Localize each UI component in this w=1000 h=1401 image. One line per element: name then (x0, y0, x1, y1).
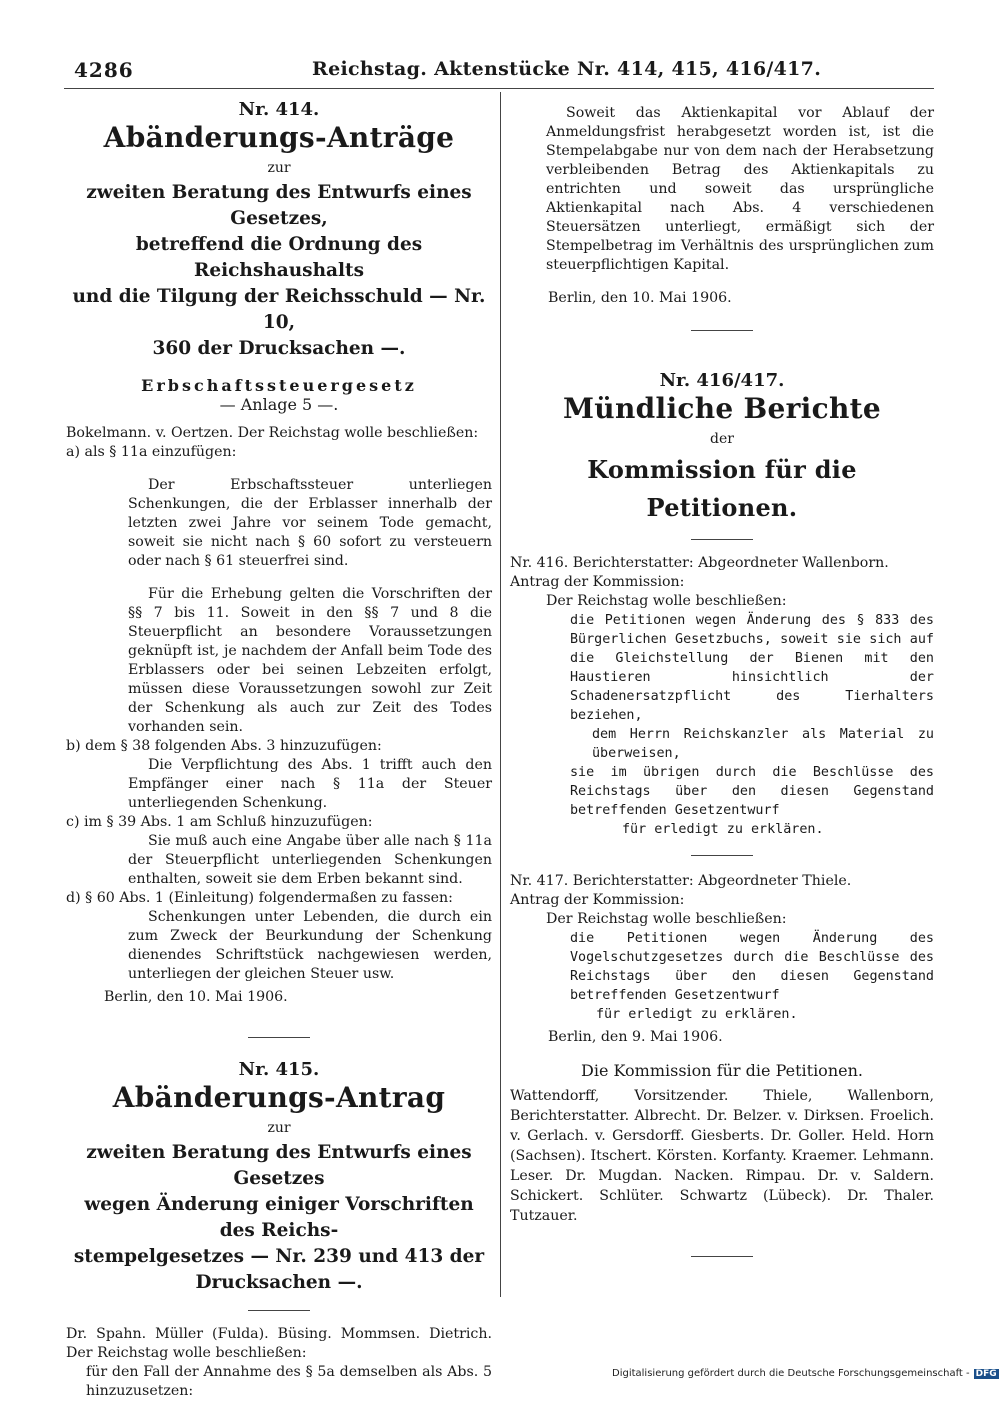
running-title: Reichstag. Aktenstücke Nr. 414, 415, 416/417. (312, 58, 822, 80)
nr416-antrag: Antrag der Kommission: (510, 574, 685, 591)
right-column (510, 92, 934, 1287)
nr415-continuation: Soweit das Aktienkapital vor Ablauf der Anmeldungsfrist herabgesetzt worden ist, ist die Stempelabgabe nur von dem nach der Herabsetzung verbleibenden Betrag des Aktienkapitals zu entrichten und soweit das ursprüngliche Aktienkapital nach Abs. 4 verschiedenen Steuersätzen unterliegt, ermäßigt sich der Stempelbetrag im Verhältnis des ursprünglichen zum steuerpflichtigen Kapital. (546, 105, 934, 273)
nr417-text-1: die Petitionen wegen Änderung des Vogelschutzgesetzes durch die Beschlüsse des Reichstags über den diesen Gegenstand betreffenden Gesetzentwurf (570, 931, 934, 1004)
nr416-417-number: Nr. 416/417. (659, 370, 785, 392)
nr416-wolle: Der Reichstag wolle beschließen: (546, 593, 787, 610)
nr415-subtitle-4: Drucksachen —. (195, 1272, 363, 1294)
nr414-item-d-text: Schenkungen unter Lebenden, die durch ein zum Zweck der Beurkundung der Schenkung dienendes Schriftstück nachgewiesen werden, unterliegen der gleichen Steuer usw. (128, 909, 492, 983)
nr414-subtitle-2: betreffend die Ordnung des Reichshaushalts (135, 234, 423, 281)
nr415-zur: zur (267, 1120, 291, 1137)
nr415-title: Abänderungs-Antrag (112, 1081, 446, 1115)
nr417-head: Nr. 417. Berichterstatter: Abgeordneter Thiele. (510, 873, 852, 890)
column-divider (500, 92, 501, 1297)
nr415-subtitle-1: zweiten Beratung des Entwurfs eines Gesetzes (86, 1142, 472, 1190)
nr414-subtitle-3: und die Tilgung der Reichsschuld — Nr. 10, (72, 286, 486, 333)
nr417-antrag: Antrag der Kommission: (510, 892, 685, 909)
nr416-417-der: der (710, 431, 734, 448)
nr416-head: Nr. 416. Berichterstatter: Abgeordneter Wallenborn. (510, 555, 889, 572)
footer-text: Digitalisierung gefördert durch die Deutsche Forschungsgemeinschaft - (612, 1368, 970, 1379)
nr416-417-date: Berlin, den 9. Mai 1906. (548, 1029, 723, 1046)
nr414-item-b: b) dem § 38 folgenden Abs. 3 hinzuzufügen: (66, 738, 382, 755)
left-column (66, 92, 492, 1401)
section-rule (248, 1037, 310, 1038)
nr414-item-a: a) als § 11a einzufügen: (66, 444, 237, 460)
nr417-text-2: für erledigt zu erklären. (596, 1007, 798, 1023)
footer (612, 1368, 999, 1379)
nr414-anlage: — Anlage 5 —. (219, 395, 339, 414)
nr416-text-1: die Petitionen wegen Änderung des § 833 des Bürgerlichen Gesetzbuchs, soweit sie sich auf die Gleichstellung der Bienen mit den Haustieren hinsichtlich der Schadenersatzpflicht des Tierhalters beziehen, (570, 613, 934, 724)
nr414-number: Nr. 414. (238, 99, 320, 120)
nr414-law: Erbschaftssteuergesetz (141, 376, 417, 395)
nr416-text-3: sie im übrigen durch die Beschlüsse des Reichstags über den diesen Gegenstand betreffenden Gesetzentwurf (570, 765, 934, 819)
nr417-wolle: Der Reichstag wolle beschließen: (546, 911, 787, 928)
nr414-item-a-text-2: Für die Erhebung gelten die Vorschriften der §§ 7 bis 11. Soweit in den §§ 7 und 8 die Steuerpflicht an besondere Voraussetzungen geknüpft ist, je nachdem der Anfall beim Tode des Erblassers oder bei seinen Lebzeiten erfolgt, müssen diese Voraussetzungen sowohl zur Zeit der Schenkung als auch zur Zeit des Todes vorhanden sein. (128, 586, 492, 736)
dfg-logo: DFG (975, 1369, 997, 1379)
nr414-subtitle-4: 360 der Drucksachen —. (152, 338, 406, 359)
nr414-zur: zur (267, 160, 291, 176)
nr414-item-c-text: Sie muß auch eine Angabe über alle nach § 11a der Steuerpflicht unterliegenden Schenkungen enthalten, soweit sie dem Erben bekannt sind. (128, 833, 492, 888)
nr415-text: für den Fall der Annahme des § 5a demselben als Abs. 5 hinzuzusetzen: (86, 1364, 492, 1400)
section-rule (691, 539, 753, 540)
section-rule (691, 1256, 753, 1257)
nr415-date: Berlin, den 10. Mai 1906. (548, 290, 732, 307)
nr414-date: Berlin, den 10. Mai 1906. (104, 989, 288, 1006)
nr414-intro: Bokelmann. v. Oertzen. Der Reichstag wolle beschließen: (66, 425, 479, 441)
page-header (74, 58, 822, 86)
nr415-number: Nr. 415. (238, 1059, 320, 1081)
nr414-item-b-text: Die Verpflichtung des Abs. 1 trifft auch den Empfänger einer nach § 11a der Steuer unterliegenden Schenkung. (128, 757, 492, 812)
section-rule (248, 1310, 310, 1311)
nr414-item-a-text-1: Der Erbschaftssteuer unterliegen Schenkungen, die der Erblasser innerhalb der letzten zwei Jahre vor seinem Tode gemacht, soweit sie nicht nach § 60 sofort zu versteuern oder nach § 61 steuerfrei sind. (128, 477, 492, 570)
nr416-text-4: für erledigt zu erklären. (622, 822, 824, 838)
section-rule (691, 855, 753, 856)
page-number: 4286 (74, 58, 134, 82)
nr414-item-c: c) im § 39 Abs. 1 am Schluß hinzuzufügen: (66, 814, 373, 831)
commission-name: Die Kommission für die Petitionen. (581, 1061, 863, 1081)
commission-members: Wattendorff, Vorsitzender. Thiele, Wallenborn, Berichterstatter. Albrecht. Dr. Belzer. v. Dirksen. Froelich. v. Gerlach. v. Gersdorff. Giesberts. Dr. Goller. Held. Horn (Sachsen). Itschert. Körsten. Korfanty. Kraemer. Lehmann. Leser. Dr. Mugdan. Nacken. Rimpau. Dr. v. Saldern. Schickert. Schlüter. Schwartz (Lübeck). Dr. Thaler. Tutzauer. (510, 1088, 934, 1225)
nr414-title: Abänderungs-Anträge (103, 121, 455, 154)
header-rule (64, 88, 934, 89)
nr416-417-title: Mündliche Berichte (563, 392, 881, 426)
nr414-item-d: d) § 60 Abs. 1 (Einleitung) folgendermaßen zu fassen: (66, 890, 453, 907)
nr415-subtitle-2: wegen Änderung einiger Vorschriften des Reichs- (84, 1194, 474, 1242)
section-rule (691, 330, 753, 331)
nr414-subtitle-1: zweiten Beratung des Entwurfs eines Gesetzes, (86, 182, 472, 229)
nr416-text-2: dem Herrn Reichskanzler als Material zu überweisen, (592, 727, 934, 762)
nr415-subtitle-3: stempelgesetzes — Nr. 239 und 413 der (73, 1246, 485, 1268)
nr415-intro: Dr. Spahn. Müller (Fulda). Büsing. Mommsen. Dietrich. Der Reichstag wolle beschließen: (66, 1326, 492, 1362)
nr416-417-subtitle: Kommission für die Petitionen. (587, 455, 857, 523)
